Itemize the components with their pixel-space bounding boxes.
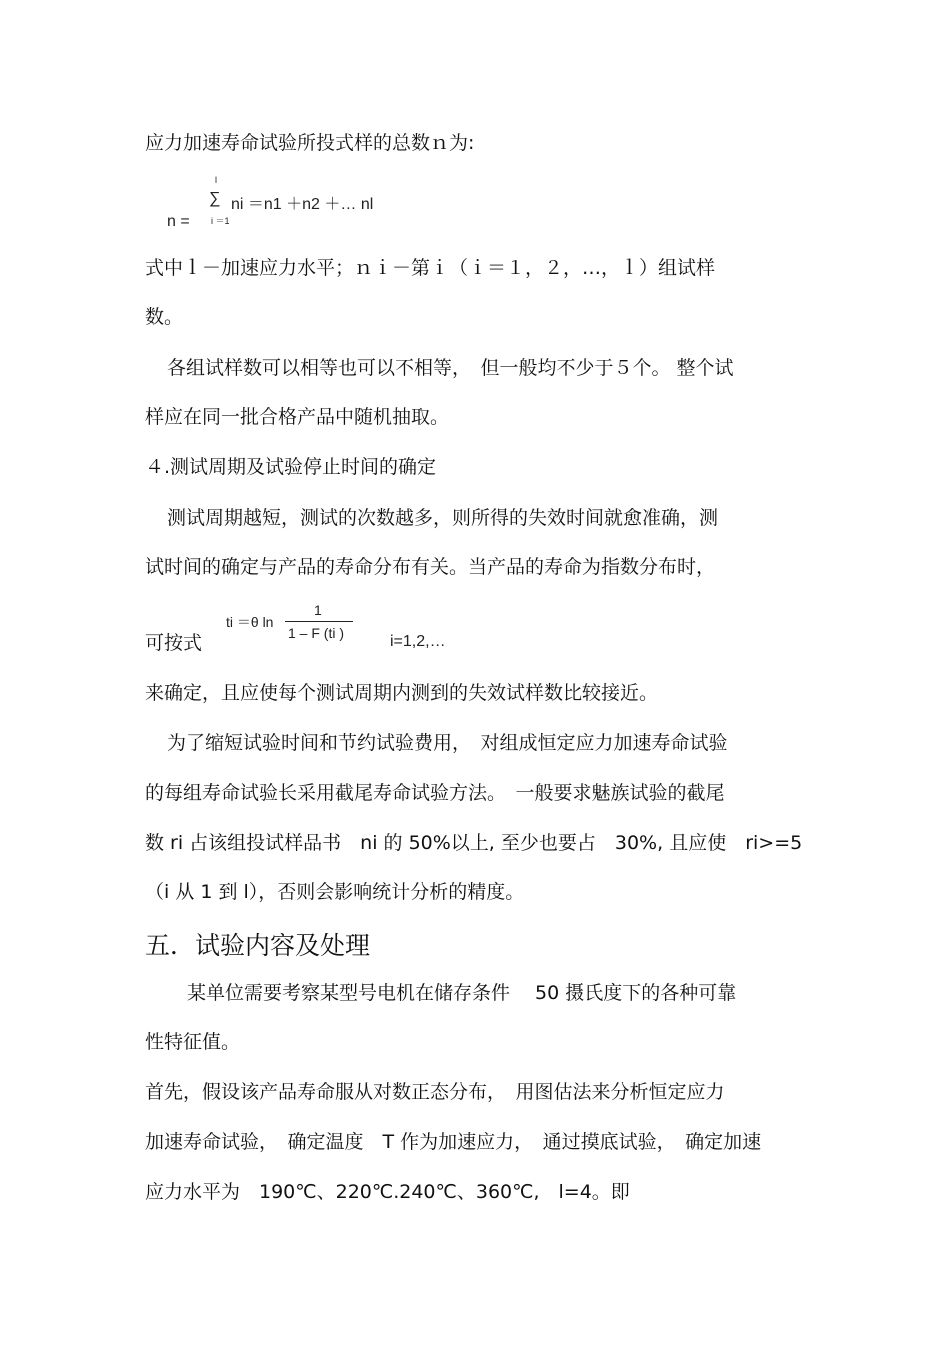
paragraph-censoring-cont1: 的每组寿命试验长采用截尾寿命试验方法。 一般要求魅族试验的截尾: [145, 782, 725, 804]
fraction-bar: [285, 621, 353, 622]
paragraph-assumption-cont2: 应力水平为 190℃、220℃.240℃、360℃, l=4。即: [145, 1181, 630, 1203]
section-heading-4: ４.测试周期及试验停止时间的确定: [145, 456, 437, 478]
paragraph-group-sizes-cont: 样应在同一批合格产品中随机抽取。: [145, 406, 450, 428]
paragraph-definitions-cont: 数。: [145, 306, 184, 328]
paragraph-censoring-cont2: 数 ri 占该组投试样品书 ni 的 50%以上, 至少也要占 30%, 且应使 ri>=5: [145, 832, 803, 854]
sigma-symbol: ∑: [209, 190, 221, 207]
paragraph-determine: 来确定，且应使每个测试周期内测到的失效试样数比较接近。: [145, 682, 659, 704]
fraction-numerator: 1: [314, 602, 322, 618]
paragraph-test-period: 测试周期越短，测试的次数越多，则所得的失效时间就愈准确，测: [167, 507, 719, 529]
sum-lower-limit: i ＝1: [211, 216, 230, 226]
formula-n-lhs: n =: [167, 213, 190, 230]
formula-intro-text: 可按式: [145, 632, 203, 654]
paragraph-motor: 某单位需要考察某型号电机在储存条件 50 摄氏度下的各种可靠: [187, 982, 737, 1004]
paragraph-group-sizes: 各组试样数可以相等也可以不相等， 但一般均不少于５个。 整个试: [167, 357, 734, 379]
paragraph-motor-cont: 性特征值。: [145, 1031, 241, 1053]
paragraph-definitions: 式中ｌ－加速应力水平；ｎｉ－第ｉ（ｉ＝１，２，…，ｌ）组试样: [145, 257, 716, 279]
index-range: i=1,2,…: [390, 633, 446, 650]
paragraph-assumption-cont1: 加速寿命试验， 确定温度 T 作为加速应力， 通过摸底试验， 确定加速: [145, 1131, 762, 1153]
paragraph-censoring-cont3: （i 从 1 到 l），否则会影响统计分析的精度。: [145, 881, 525, 903]
section-heading-5: 五．试验内容及处理: [145, 931, 371, 960]
paragraph-censoring: 为了缩短试验时间和节约试验费用， 对组成恒定应力加速寿命试验: [167, 732, 728, 754]
sum-upper-limit: l: [215, 175, 217, 185]
paragraph-test-period-cont: 试时间的确定与产品的寿命分布有关。当产品的寿命为指数分布时，: [145, 556, 716, 578]
paragraph-assumption: 首先，假设该产品寿命服从对数正态分布， 用图估法来分析恒定应力: [145, 1081, 725, 1103]
sum-expression: ni ＝n1 ＋n2 ＋… nl: [231, 196, 374, 213]
paragraph-total-samples: 应力加速寿命试验所投式样的总数ｎ为:: [145, 132, 475, 154]
formula-ti-lhs: ti ＝θ ln: [226, 614, 274, 630]
fraction-denominator: 1 – F (ti ): [288, 625, 345, 641]
